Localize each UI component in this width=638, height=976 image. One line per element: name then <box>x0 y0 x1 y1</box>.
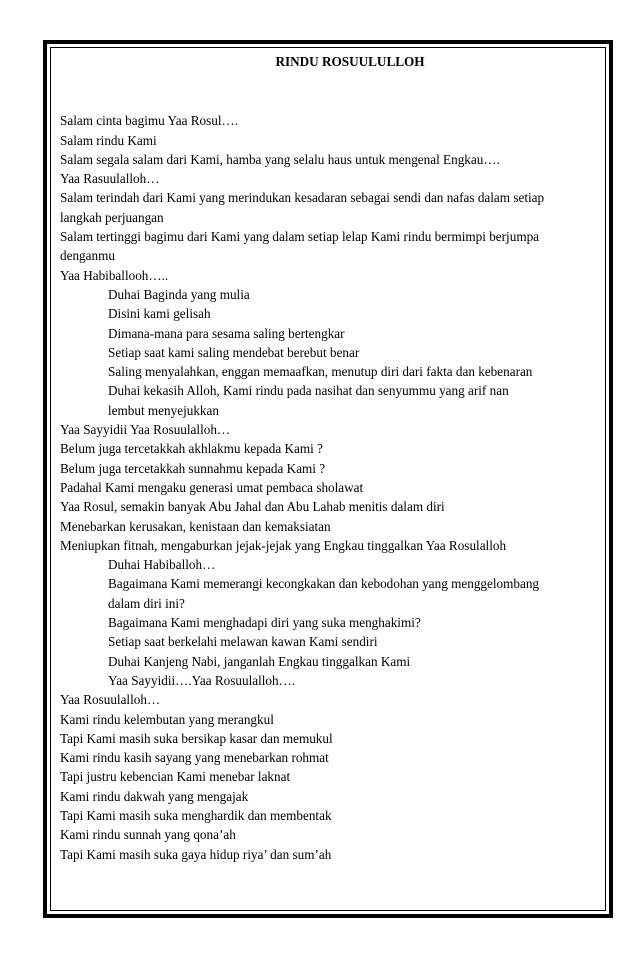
poem-line: Meniupkan fitnah, mengaburkan jejak-jejak yang Engkau tinggalkan Yaa Rosulalloh <box>60 537 507 553</box>
poem-line: Saling menyalahkan, enggan memaafkan, menutup diri dari fakta dan kebenaran <box>108 364 533 380</box>
poem-line: Tapi justru kebencian Kami menebar laknat <box>60 769 291 785</box>
poem-line: Bagaimana Kami memerangi kecongkakan dan kebodohan yang menggelombang <box>108 576 540 592</box>
poem-line: Menebarkan kerusakan, kenistaan dan kemaksiatan <box>60 518 331 534</box>
poem-line: Salam terindah dari Kami yang merindukan kesadaran sebagai sendi dan nafas dalam setiap <box>60 190 545 206</box>
poem-line: Disini kami gelisah <box>108 306 211 322</box>
poem-line: Kami rindu kelembutan yang merangkul <box>60 711 274 727</box>
poem-lines <box>60 111 600 864</box>
poem-line: Duhai kekasih Alloh, Kami rindu pada nasihat dan senyummu yang arif nan <box>108 383 509 399</box>
poem-line: Yaa Rasuulalloh… <box>60 171 160 187</box>
poem-line: Yaa Rosul, semakin banyak Abu Jahal dan Abu Lahab menitis dalam diri <box>60 499 445 515</box>
poem-line: Belum juga tercetakkah akhlakmu kepada Kami ? <box>60 441 323 457</box>
poem-line: Tapi Kami masih suka bersikap kasar dan memukul <box>60 730 333 746</box>
poem-line: Duhai Baginda yang mulia <box>108 286 250 302</box>
poem-line: Setiap saat berkelahi melawan kawan Kami sendiri <box>108 634 378 650</box>
poem-line: Dimana-mana para sesama saling bertengkar <box>108 325 345 341</box>
poem-line: Duhai Kanjeng Nabi, janganlah Engkau tinggalkan Kami <box>108 653 411 669</box>
poem-line: Salam segala salam dari Kami, hamba yang selalu haus untuk mengenal Engkau…. <box>60 151 500 167</box>
poem-line: Padahal Kami mengaku generasi umat pembaca sholawat <box>60 479 364 495</box>
poem-line: Yaa Sayyidii….Yaa Rosuulalloh…. <box>108 672 296 688</box>
poem-line: Belum juga tercetakkah sunnahmu kepada Kami ? <box>60 460 326 476</box>
poem-line: Salam cinta bagimu Yaa Rosul…. <box>60 113 239 129</box>
poem-line: Duhai Habiballoh… <box>108 557 216 573</box>
poem-line: Setiap saat kami saling mendebat berebut benar <box>108 344 360 360</box>
poem-line: Kami rindu sunnah yang qona’ah <box>60 827 236 843</box>
poem-line: Tapi Kami masih suka menghardik dan membentak <box>60 807 332 823</box>
border-mark <box>611 334 613 340</box>
poem <box>60 52 600 864</box>
poem-line: Kami rindu dakwah yang mengajak <box>60 788 249 804</box>
poem-line: langkah perjuangan <box>60 209 164 225</box>
poem-line: denganmu <box>60 248 115 264</box>
poem-line: Bagaimana Kami menghadapi diri yang suka menghakimi? <box>108 615 421 631</box>
poem-line: Yaa Rosuulalloh… <box>60 692 161 708</box>
poem-line: Salam tertinggi bagimu dari Kami yang dalam setiap lelap Kami rindu bermimpi berjumpa <box>60 229 540 245</box>
poem-line: Kami rindu kasih sayang yang menebarkan rohmat <box>60 750 329 766</box>
poem-line: lembut menyejukkan <box>108 402 219 418</box>
poem-line: Tapi Kami masih suka gaya hidup riya’ dan sum’ah <box>60 846 332 862</box>
poem-title: RINDU ROSUULULLOH <box>275 54 425 69</box>
border-mark <box>43 334 45 340</box>
poem-line: dalam diri ini? <box>108 595 185 611</box>
border-mark <box>611 654 613 660</box>
poem-line: Yaa Habiballooh….. <box>60 267 169 283</box>
border-mark <box>43 654 45 660</box>
poem-line: Yaa Sayyidii Yaa Rosuulalloh… <box>60 422 231 438</box>
poem-line: Salam rindu Kami <box>60 132 157 148</box>
